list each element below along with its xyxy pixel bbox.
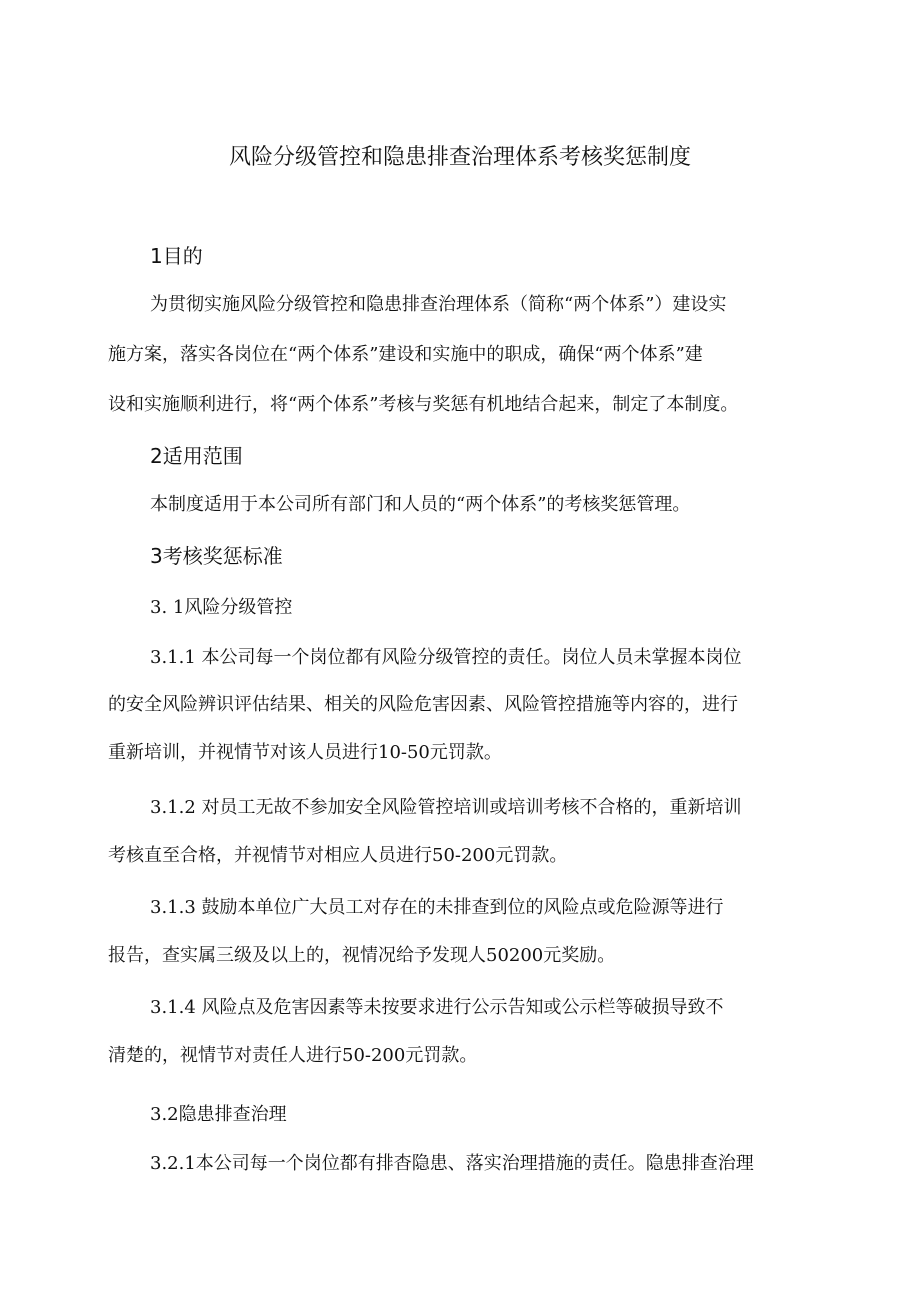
clause-3-1-1-line-2: 的安全风险辨识评估结果、相关的风险危害因素、风险管控措施等内容的，进行 bbox=[108, 694, 738, 715]
document-title: 风险分级管控和隐患排查治理体系考核奖惩制度 bbox=[228, 145, 691, 170]
clause-3-1-1-line-3: 重新培训，并视情节对该人员进行10-50元罚款。 bbox=[108, 742, 502, 763]
clause-3-1-4-line-1: 3.1.4 风险点及危害因素等未按要求进行公示告知或公示栏等破损导致不 bbox=[150, 997, 724, 1018]
subsection-3-2-heading: 3.2隐患排查治理 bbox=[150, 1104, 287, 1125]
clause-3-2-1-line-1: 3.2.1本公司每一个岗位都有排杳隐患、落实治理措施的责任。隐患排查治理 bbox=[150, 1153, 754, 1174]
clause-3-1-2-line-2: 考核直至合格，并视情节对相应人员进行50-200元罚款。 bbox=[108, 845, 568, 866]
clause-3-1-3-line-2: 报告，查实属三级及以上的，视情况给予发现人50200元奖励。 bbox=[108, 945, 616, 966]
section-2-line-1: 本制度适用于本公司所有部门和人员的“两个体系”的考核奖惩管理。 bbox=[150, 494, 691, 515]
section-2-heading: 2适用范围 bbox=[150, 444, 243, 468]
section-1-heading: 1目的 bbox=[150, 244, 203, 268]
section-1-line-2: 施方案，落实各岗位在“两个体系”建设和实施中的职成，确保“两个体系”建 bbox=[108, 344, 703, 365]
clause-3-1-4-line-2: 清楚的，视情节对责任人进行50-200元罚款。 bbox=[108, 1045, 478, 1066]
clause-3-1-1-line-1: 3.1.1 本公司每一个岗位都有风险分级管控的责任。岗位人员未掌握本岗位 bbox=[150, 647, 742, 668]
subsection-3-1-heading: 3. 1风险分级管控 bbox=[150, 597, 293, 618]
section-1-line-3: 设和实施顺利进行，将“两个体系”考核与奖惩有机地结合起来，制定了本制度。 bbox=[108, 394, 739, 415]
clause-3-1-3-line-1: 3.1.3 鼓励本单位广大员工对存在的未排查到位的风险点或危险源等进行 bbox=[150, 897, 724, 918]
clause-3-1-2-line-1: 3.1.2 对员工无故不参加安全风险管控培训或培训考核不合格的，重新培训 bbox=[150, 797, 742, 818]
section-1-line-1: 为贯彻实施风险分级管控和隐患排查治理体系（简称“两个体系”）建设实 bbox=[150, 294, 727, 315]
section-3-heading: 3考核奖惩标准 bbox=[150, 544, 283, 568]
